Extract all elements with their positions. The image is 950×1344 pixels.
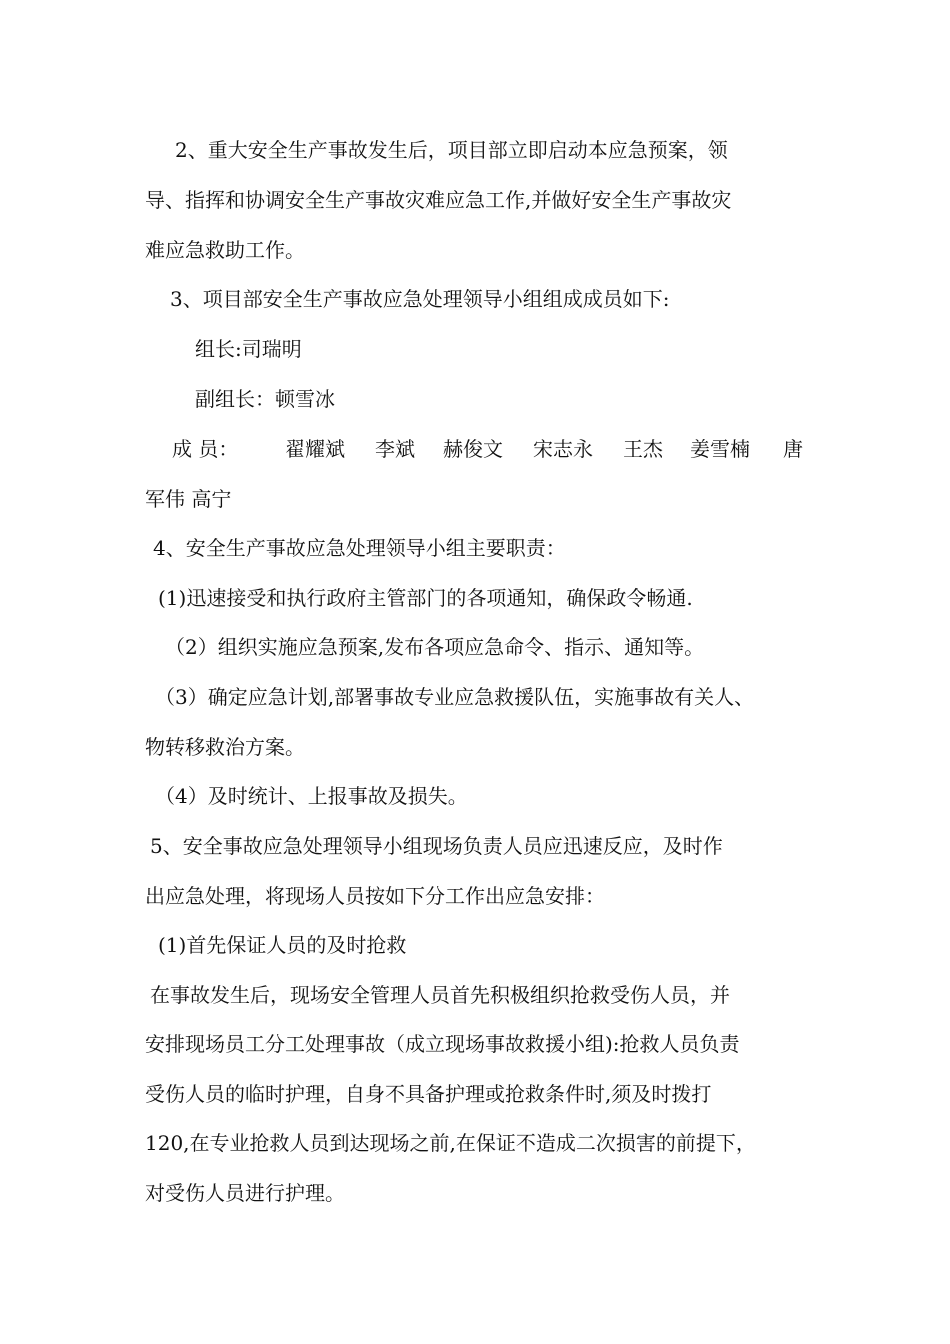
member-name: 翟耀斌 — [285, 437, 345, 461]
para-5-body-line-3: 受伤人员的临时护理，自身不具备护理或抢救条件时,须及时拨打 — [145, 1082, 712, 1106]
para-5-body-line-5: 对受伤人员进行护理。 — [145, 1181, 345, 1205]
duty-item-1: (1)迅速接受和执行政府主管部门的各项通知，确保政令畅通. — [158, 586, 693, 610]
team-deputy: 副组长：顿雪冰 — [195, 387, 335, 411]
duty-item-3-line-1: （3）确定应急计划,部署事故专业应急救援队伍，实施事故有关人、 — [155, 685, 755, 709]
para-5-line-1: 5、安全事故应急处理领导小组现场负责人员应迅速反应，及时作 — [150, 834, 723, 858]
para-2-line-1: 2、重大安全生产事故发生后，项目部立即启动本应急预案，领 — [175, 138, 728, 162]
para-5-body-line-4: 120,在专业抢救人员到达现场之前,在保证不造成二次损害的前提下， — [145, 1131, 756, 1155]
duty-item-4: （4）及时统计、上报事故及损失。 — [155, 784, 468, 808]
team-leader: 组长:司瑞明 — [195, 337, 302, 361]
para-2-line-2: 导、指挥和协调安全生产事故灾难应急工作,并做好安全生产事故灾 — [145, 188, 732, 212]
para-2-line-3: 难应急救助工作。 — [145, 238, 305, 262]
para-4-heading: 4、安全生产事故应急处理领导小组主要职责： — [153, 536, 566, 560]
member-name: 赫俊文 — [443, 437, 503, 461]
para-5-body-line-2: 安排现场员工分工处理事故（成立现场事故救援小组):抢救人员负责 — [145, 1032, 740, 1056]
duty-item-3-line-2: 物转移救治方案。 — [145, 735, 305, 759]
member-name: 王杰 — [623, 437, 663, 461]
member-name: 唐 — [783, 437, 803, 461]
para-5-body-line-1: 在事故发生后，现场安全管理人员首先积极组织抢救受伤人员，并 — [150, 983, 730, 1007]
para-5-sub-1: (1)首先保证人员的及时抢救 — [158, 933, 407, 957]
member-name: 宋志永 — [533, 437, 593, 461]
members-label: 成 员： — [172, 437, 239, 461]
para-3-heading: 3、项目部安全生产事故应急处理领导小组组成成员如下: — [170, 287, 670, 311]
member-name: 姜雪楠 — [690, 437, 750, 461]
members-continued: 军伟 高宁 — [145, 487, 232, 511]
para-5-line-2: 出应急处理，将现场人员按如下分工作出应急安排： — [145, 884, 605, 908]
duty-item-2: （2）组织实施应急预案,发布各项应急命令、指示、通知等。 — [165, 635, 705, 659]
member-name: 李斌 — [375, 437, 415, 461]
